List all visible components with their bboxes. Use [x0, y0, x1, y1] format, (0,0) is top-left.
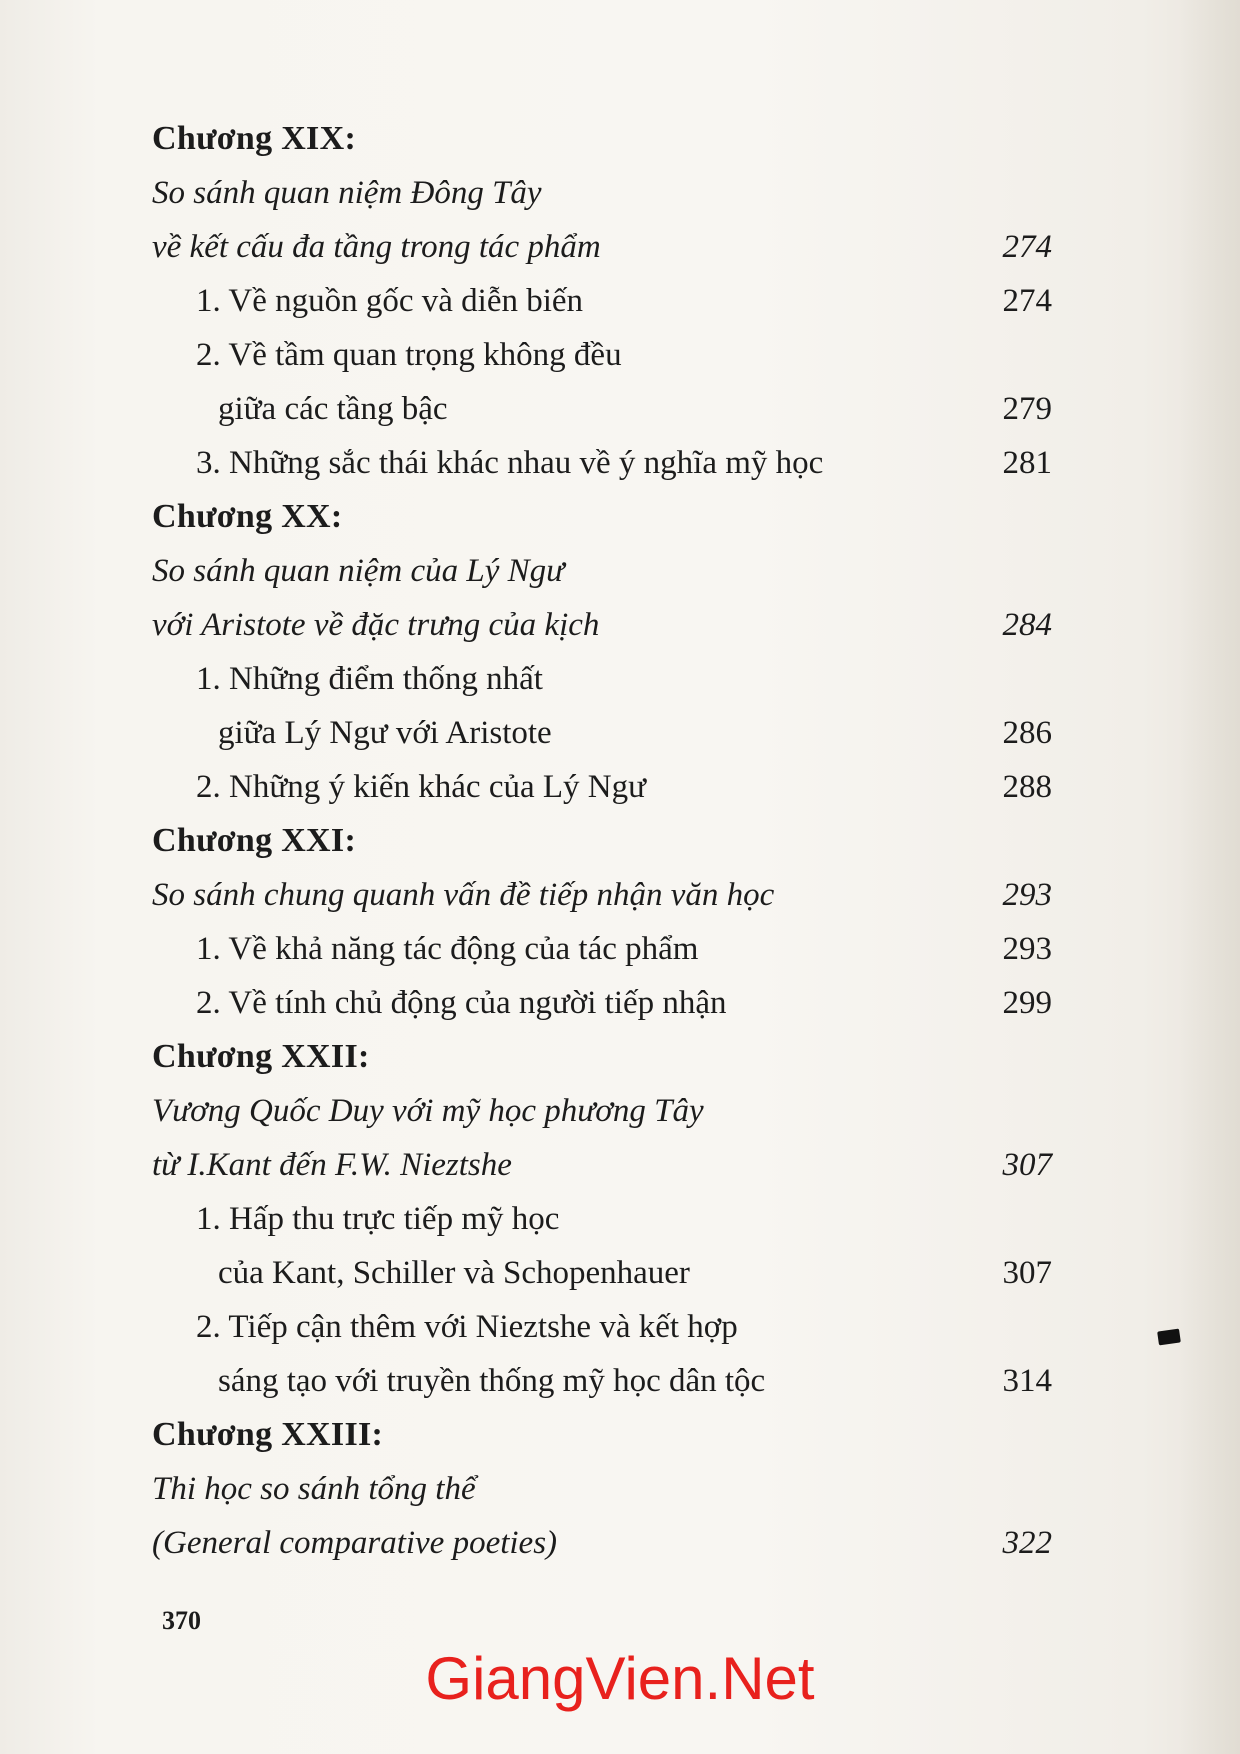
toc-item: 1. Về khả năng tác động của tác phẩm 293 [152, 922, 1052, 976]
toc-item: 1. Những điểm thống nhất [196, 661, 543, 697]
toc-item: 2. Những ý kiến khác của Lý Ngư 288 [152, 760, 1052, 814]
page-number: 286 [1002, 715, 1052, 751]
chapter-title: (General comparative poeties) 322 [152, 1516, 1052, 1570]
ink-smudge [1157, 1329, 1181, 1346]
folio-page-number: 370 [162, 1606, 201, 1635]
toc-item: 3. Những sắc thái khác nhau về ý nghĩa mỹ học 281 [152, 436, 1052, 490]
page-number: 279 [1002, 391, 1052, 427]
page-number: 284 [1002, 607, 1052, 643]
chapter-title: Thi học so sánh tổng thể [152, 1471, 476, 1507]
toc-item: 2. Tiếp cận thêm với Nieztshe và kết hợp [196, 1309, 738, 1345]
toc-item-continued: giữa các tầng bậc 279 [152, 382, 1052, 436]
chapter-title: với Aristote về đặc trưng của kịch 284 [152, 598, 1052, 652]
chapter-title: So sánh chung quanh vấn đề tiếp nhận văn học 293 [152, 868, 1052, 922]
page-number: 314 [1002, 1363, 1052, 1399]
toc-item: 2. Về tầm quan trọng không đều [196, 337, 622, 373]
toc-item: 1. Về nguồn gốc và diễn biến 274 [152, 274, 1052, 328]
page-number: 274 [1002, 229, 1052, 265]
page-number: 307 [1002, 1147, 1052, 1183]
watermark-text: GiangVien.Net [425, 1645, 815, 1712]
page-number: 322 [1002, 1525, 1052, 1561]
page-number: 288 [1002, 769, 1052, 805]
chapter-heading: Chương XXI: [152, 822, 357, 859]
table-of-contents [152, 112, 1052, 1570]
page-number: 293 [1002, 931, 1052, 967]
chapter-title: So sánh quan niệm Đông Tây [152, 175, 542, 211]
page-number: 307 [1002, 1255, 1052, 1291]
chapter-title: So sánh quan niệm của Lý Ngư [152, 553, 565, 589]
page-number: 293 [1002, 877, 1052, 913]
chapter-heading: Chương XIX: [152, 120, 357, 157]
page-number: 299 [1002, 985, 1052, 1021]
chapter-heading: Chương XXIII: [152, 1416, 384, 1453]
toc-item: 1. Hấp thu trực tiếp mỹ học [196, 1201, 560, 1237]
toc-item-continued: của Kant, Schiller và Schopenhauer 307 [152, 1246, 1052, 1300]
chapter-title: Vương Quốc Duy với mỹ học phương Tây [152, 1093, 704, 1129]
chapter-heading: Chương XXII: [152, 1038, 370, 1075]
toc-item: 2. Về tính chủ động của người tiếp nhận 299 [152, 976, 1052, 1030]
toc-item-continued: sáng tạo với truyền thống mỹ học dân tộc 314 [152, 1354, 1052, 1408]
page-number: 274 [1002, 283, 1052, 319]
chapter-heading: Chương XX: [152, 498, 343, 535]
page-number: 281 [1002, 445, 1052, 481]
chapter-title: từ I.Kant đến F.W. Nieztshe 307 [152, 1138, 1052, 1192]
chapter-title: về kết cấu đa tầng trong tác phẩm 274 [152, 220, 1052, 274]
page-shadow [1180, 0, 1240, 1754]
toc-item-continued: giữa Lý Ngư với Aristote 286 [152, 706, 1052, 760]
